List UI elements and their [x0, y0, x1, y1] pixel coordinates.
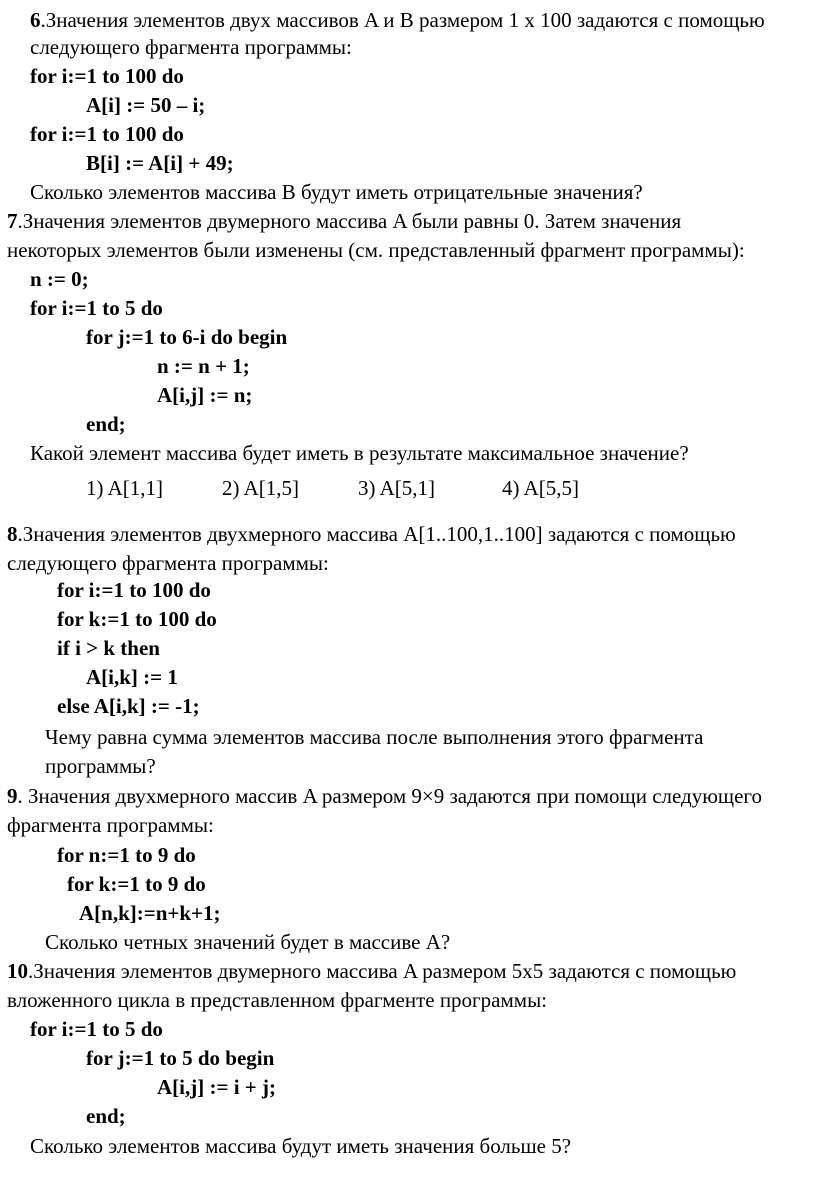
task-6-code-line-4: B[i] := A[i] + 49; [86, 151, 234, 175]
task-7-option-4: 4) A[5,5] [502, 476, 579, 500]
task-10-number: 10 [7, 959, 28, 983]
task-9-number: 9 [7, 784, 18, 808]
task-8-code-line-2: for k:=1 to 100 do [57, 607, 217, 631]
task-6-code-line-1: for i:=1 to 100 do [30, 64, 184, 88]
task-7-code-line-1: n := 0; [30, 267, 89, 291]
task-7-intro-line-1: 7.Значения элементов двумерного массива A были равны 0. Затем значения [7, 209, 682, 233]
task-9-intro-line-1: 9. Значения двухмерного массив A размером 9×9 задаются при помощи следующего [7, 784, 763, 808]
task-7-number: 7 [7, 209, 18, 233]
task-8-question-line-1: Чему равна сумма элементов массива после выполнения этого фрагмента [45, 725, 704, 749]
task-7-code-line-3: for j:=1 to 6-i do begin [86, 325, 288, 349]
task-7-code-line-6: end; [86, 412, 126, 436]
task-7-code-line-5: A[i,j] := n; [157, 383, 253, 407]
task-7-question: Какой элемент массива будет иметь в результате максимальное значение? [30, 441, 689, 465]
task-10-code-line-4: end; [86, 1104, 126, 1128]
task-9-code-line-2: for k:=1 to 9 do [67, 872, 206, 896]
task-8-code-line-5: else A[i,k] := -1; [57, 694, 200, 718]
task-8-number: 8 [7, 522, 18, 546]
task-9-question: Сколько четных значений будет в массиве A? [45, 930, 451, 954]
task-7-option-2: 2) A[1,5] [222, 476, 299, 500]
task-6-question: Сколько элементов массива B будут иметь отрицательные значения? [30, 180, 643, 204]
task-7-option-1: 1) A[1,1] [86, 476, 163, 500]
task-8-code-line-4: A[i,k] := 1 [86, 665, 178, 689]
task-8-question-line-2: программы? [45, 754, 156, 778]
task-8-code-line-1: for i:=1 to 100 do [57, 578, 211, 602]
task-7-code-line-2: for i:=1 to 5 do [30, 296, 163, 320]
task-9-code-line-1: for n:=1 to 9 do [57, 843, 196, 867]
task-8-code-line-3: if i > k then [57, 636, 160, 660]
task-8-intro-line-1: 8.Значения элементов двухмерного массива A[1..100,1..100] задаются с помощью [7, 522, 736, 546]
task-6-intro-line-2: следующего фрагмента программы: [30, 35, 352, 59]
task-6-code-line-2: A[i] := 50 – i; [86, 93, 206, 117]
task-8-intro-line-2: следующего фрагмента программы: [7, 551, 329, 575]
task-6-code-line-3: for i:=1 to 100 do [30, 122, 184, 146]
task-6-intro-line-1: 6.Значения элементов двух массивов A и B размером 1 x 100 задаются с помощью [30, 8, 765, 32]
task-10-question: Сколько элементов массива будут иметь значения больше 5? [30, 1134, 572, 1158]
task-10-code-line-2: for j:=1 to 5 do begin [86, 1046, 275, 1070]
task-10-code-line-3: A[i,j] := i + j; [157, 1075, 276, 1099]
task-7-option-3: 3) A[5,1] [358, 476, 435, 500]
task-9-code-line-3: A[n,k]:=n+k+1; [79, 901, 221, 925]
task-10-intro-line-1: 10.Значения элементов двумерного массива A размером 5x5 задаются с помощью [7, 959, 737, 983]
task-10-intro-line-2: вложенного цикла в представленном фрагменте программы: [7, 988, 548, 1012]
task-7-code-line-4: n := n + 1; [157, 354, 250, 378]
task-6-number: 6 [30, 8, 41, 32]
task-10-code-line-1: for i:=1 to 5 do [30, 1017, 163, 1041]
task-7-intro-line-2: некоторых элементов были изменены (см. представленный фрагмент программы): [7, 238, 745, 262]
task-9-intro-line-2: фрагмента программы: [7, 813, 214, 837]
